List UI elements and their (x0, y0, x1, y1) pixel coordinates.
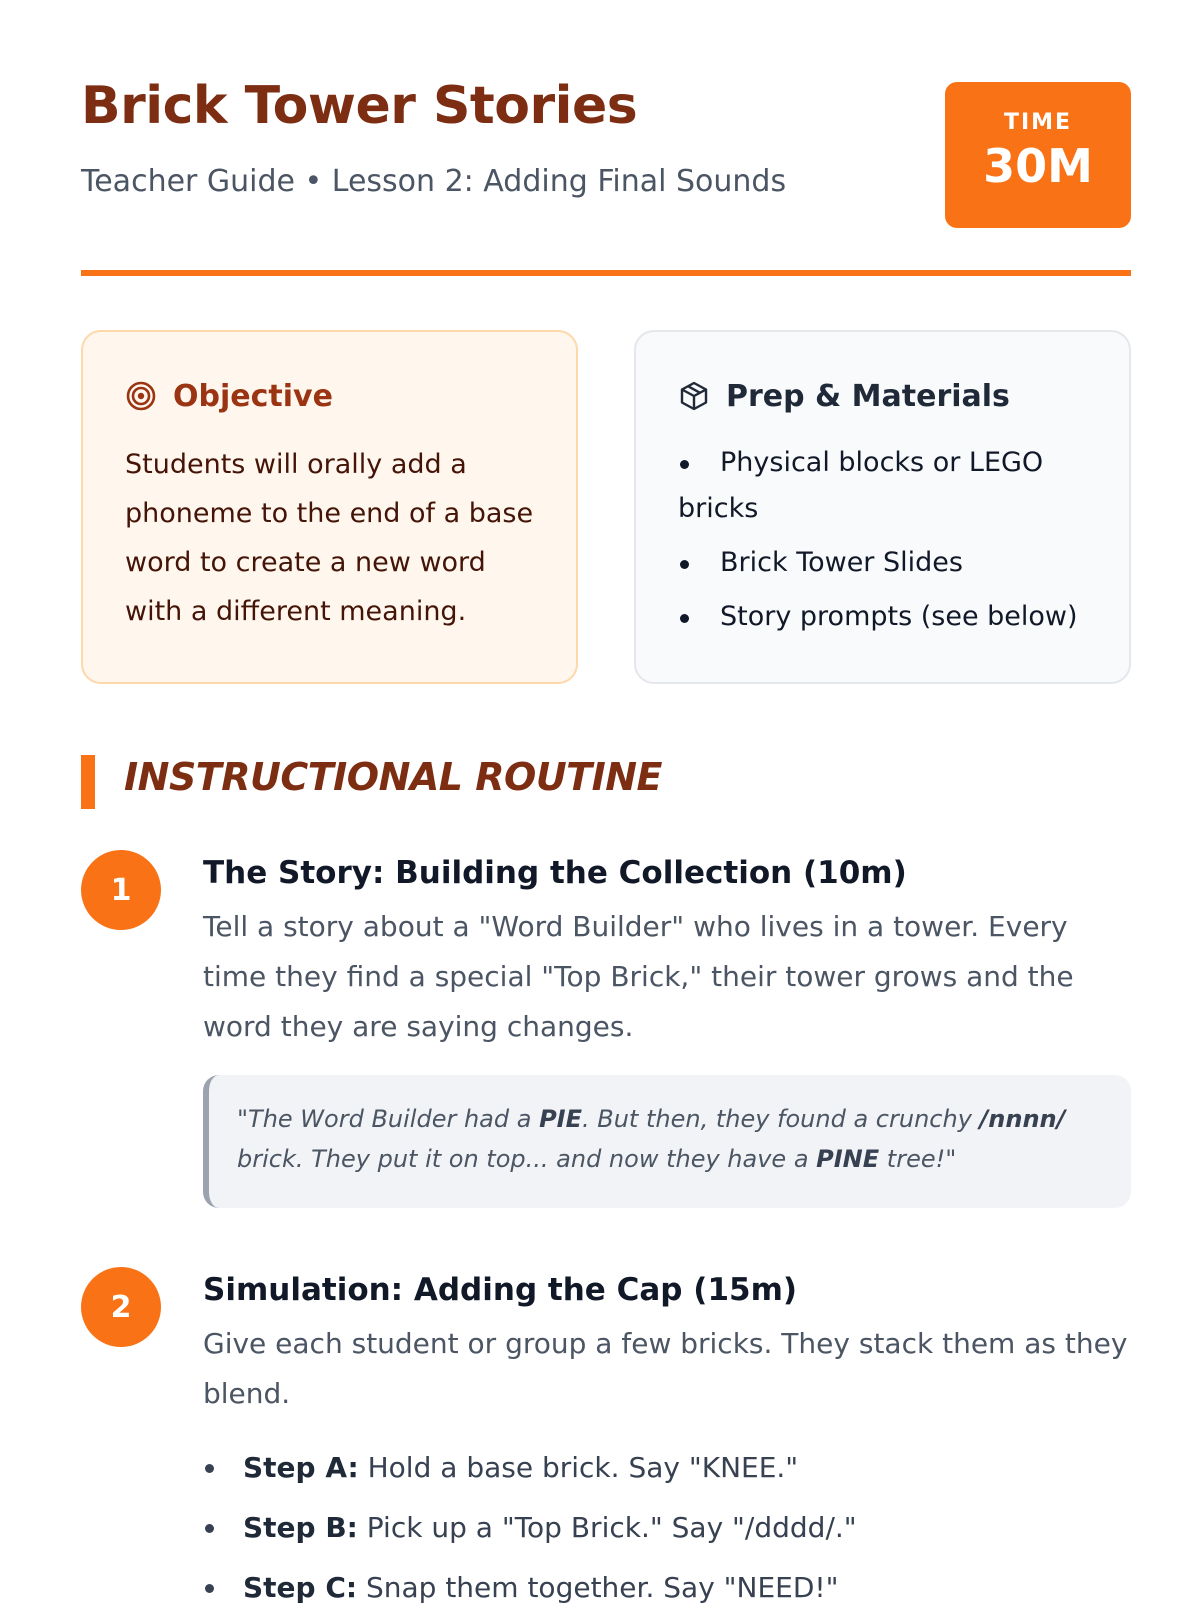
step-1-description: Tell a story about a "Word Builder" who lives in a tower. Every time they find a special "Top Brick," their tower grows and the word they are saying changes. (203, 910, 1074, 1043)
step-2-title: Simulation: Adding the Cap (15m) (203, 1272, 798, 1308)
substep-text: Pick up a "Top Brick." Say "/dddd/." (357, 1511, 857, 1544)
substep-label: Step C: (243, 1571, 358, 1604)
prep-heading: Prep & Materials (726, 378, 1010, 414)
substep-text: Snap them together. Say "NEED!" (357, 1571, 839, 1604)
step-1-title: The Story: Building the Collection (10m) (203, 855, 907, 891)
story-quote (203, 1075, 1131, 1208)
step-2-badge: 2 (81, 1267, 161, 1347)
package-icon (678, 380, 710, 412)
time-badge (945, 82, 1131, 228)
time-label: TIME (1003, 110, 1073, 135)
objective-heading: Objective (173, 378, 333, 414)
objective-header (125, 374, 534, 418)
substep-item (203, 1438, 857, 1498)
substep-item (203, 1498, 857, 1558)
substep-label: Step A: (243, 1451, 359, 1484)
substep-label: Step B: (243, 1511, 358, 1544)
quote-text: tree!" (879, 1145, 957, 1173)
section-accent-bar (81, 755, 95, 809)
prep-item: Physical blocks or LEGO bricks (678, 440, 1087, 532)
page-title: Brick Tower Stories (81, 76, 638, 136)
prep-list (678, 440, 1087, 640)
page-subtitle: Teacher Guide • Lesson 2: Adding Final Sounds (81, 164, 787, 199)
objective-card (81, 330, 578, 684)
prep-item: Brick Tower Slides (678, 540, 1087, 586)
quote-word-pie: PIE (539, 1105, 582, 1133)
header-divider (81, 270, 1131, 276)
objective-text: Students will orally add a phoneme to the end of a base word to create a new word with a different meaning. (125, 449, 534, 627)
prep-item: Story prompts (see below) (678, 594, 1087, 640)
quote-word-pine: PINE (816, 1145, 880, 1173)
substep-item (203, 1558, 857, 1618)
quote-text: . But then, they found a crunchy (582, 1105, 980, 1133)
step-1-badge: 1 (81, 850, 161, 930)
quote-text: "The Word Builder had a (237, 1105, 540, 1133)
prep-materials-card (634, 330, 1131, 684)
prep-header (678, 374, 1087, 418)
quote-text: brick. They put it on top... and now they have a (237, 1145, 817, 1173)
section-heading: INSTRUCTIONAL ROUTINE (124, 755, 662, 799)
substep-list (203, 1438, 857, 1618)
time-value: 30M (983, 139, 1093, 193)
step-2-description: Give each student or group a few bricks. They stack them as they blend. (203, 1327, 1128, 1410)
target-icon (125, 380, 157, 412)
quote-sound: /nnnn/ (979, 1105, 1066, 1133)
substep-text: Hold a base brick. Say "KNEE." (358, 1451, 799, 1484)
